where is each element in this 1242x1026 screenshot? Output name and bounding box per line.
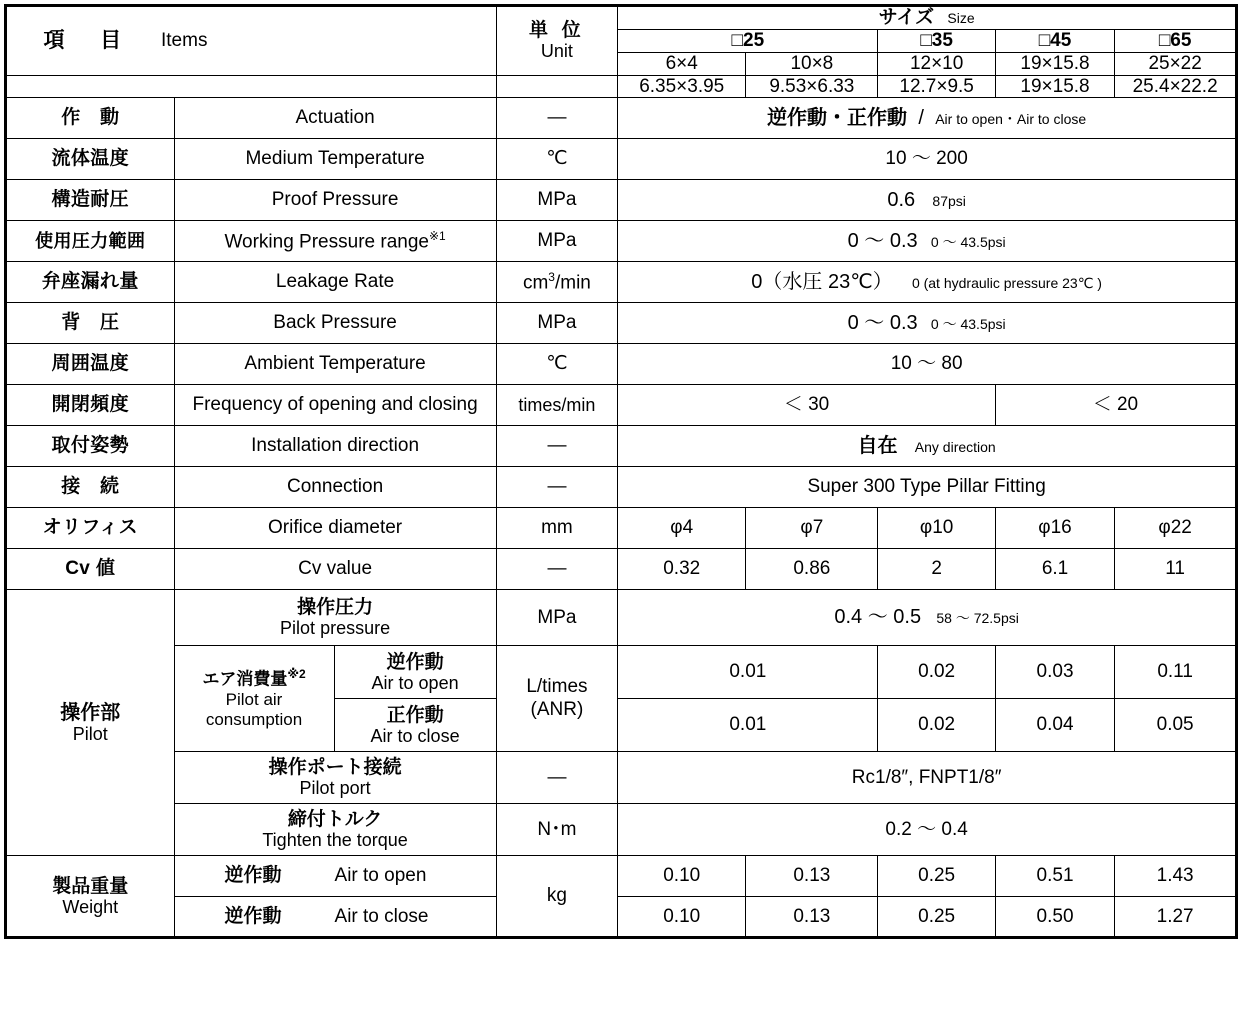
row-orifice — [6, 508, 1237, 549]
weight-close-label-jp: 逆作動 — [224, 905, 282, 927]
row-actuation — [6, 98, 1237, 139]
air-consumption-note: ※2 — [287, 666, 306, 681]
items-header-jp: 項 目 — [43, 28, 129, 52]
items-header — [6, 6, 497, 76]
unit-header-spacer — [496, 75, 618, 98]
row-working-pressure-label-en: Working Pressure range — [224, 231, 429, 253]
air-to-close-value-4: 0.05 — [1115, 699, 1237, 752]
actuation-value-en: Air to open・Air to close — [935, 110, 1087, 127]
row-actuation-label-jp: 作 動 — [6, 98, 175, 139]
row-air-consumption-open — [6, 646, 1237, 699]
tube-inch-1: 6.35×3.95 — [618, 75, 746, 98]
row-weight-open — [6, 856, 1237, 897]
cv-value-5: 11 — [1115, 549, 1237, 590]
row-ambient-temperature — [6, 344, 1237, 385]
size-header-jp: サイズ — [878, 7, 935, 28]
row-proof-pressure-value — [618, 180, 1237, 221]
tube-inch-3: 12.7×9.5 — [878, 75, 995, 98]
air-to-open-value-1: 0.01 — [618, 646, 878, 699]
row-orifice-label-en: Orifice diameter — [174, 508, 496, 549]
row-proof-pressure-label-jp: 構造耐圧 — [6, 180, 175, 221]
row-cv-value — [6, 549, 1237, 590]
unit-header-en: Unit — [540, 41, 573, 62]
row-medium-temperature-label-jp: 流体温度 — [6, 139, 175, 180]
air-to-close-label — [334, 699, 496, 752]
weight-open-label — [174, 856, 496, 897]
pilot-port-value: Rc1/8″, FNPT1/8″ — [618, 752, 1237, 804]
unit-header — [496, 6, 618, 76]
leakage-value-jp: 0（水圧 23℃） — [751, 270, 893, 293]
orifice-value-4: φ16 — [995, 508, 1114, 549]
leakage-unit-sup: 3 — [548, 269, 555, 284]
weight-close-value-3: 0.25 — [878, 897, 995, 938]
air-consumption-unit — [496, 646, 618, 752]
air-consumption-label-jp-cell — [179, 667, 330, 690]
row-weight-close — [6, 897, 1237, 938]
row-frequency-value-left: ＜ 30 — [618, 385, 996, 426]
pilot-pressure-label-jp: 操作圧力 — [297, 597, 374, 619]
row-proof-pressure-label-en: Proof Pressure — [174, 180, 496, 221]
tube-inch-4: 19×15.8 — [995, 75, 1114, 98]
air-to-close-value-2: 0.02 — [878, 699, 995, 752]
orifice-value-5: φ22 — [1115, 508, 1237, 549]
row-proof-pressure-unit: MPa — [496, 180, 618, 221]
orifice-value-2: φ7 — [746, 508, 878, 549]
tighten-torque-value: 0.2 ～ 0.4 — [618, 804, 1237, 856]
cv-value-2: 0.86 — [746, 549, 878, 590]
row-proof-pressure — [6, 180, 1237, 221]
tube-metric-2: 10×8 — [746, 52, 878, 75]
orifice-value-1: φ4 — [618, 508, 746, 549]
row-cv-value-label-jp: Cv 値 — [6, 549, 175, 590]
proof-pressure-value-psi: 87psi — [932, 192, 966, 209]
row-frequency-value-right: ＜ 20 — [995, 385, 1236, 426]
pilot-pressure-label — [174, 590, 496, 646]
row-medium-temperature-label-en: Medium Temperature — [174, 139, 496, 180]
row-medium-temperature — [6, 139, 1237, 180]
weight-open-label-jp: 逆作動 — [224, 865, 282, 887]
row-installation-label-jp: 取付姿勢 — [6, 426, 175, 467]
header-row-size — [6, 6, 1237, 30]
weight-close-value-4: 0.50 — [995, 897, 1114, 938]
row-frequency — [6, 385, 1237, 426]
row-orifice-label-jp: オリフィス — [6, 508, 175, 549]
specification-table — [4, 4, 1238, 939]
weight-close-label-en: Air to close — [334, 905, 429, 927]
pilot-group-label — [6, 590, 175, 856]
leakage-unit-post: /min — [554, 272, 591, 294]
air-consumption-unit-l2: (ANR) — [530, 698, 584, 720]
working-pressure-value: 0 ～ 0.3 — [847, 229, 918, 252]
row-orifice-unit: mm — [496, 508, 618, 549]
row-working-pressure-value — [618, 221, 1237, 262]
working-pressure-value-psi: 0 ～ 43.5psi — [930, 233, 1006, 250]
air-consumption-label-en2: consumption — [205, 710, 303, 730]
air-consumption-label — [174, 646, 334, 752]
tighten-torque-unit: N･m — [496, 804, 618, 856]
air-to-open-label — [334, 646, 496, 699]
air-to-close-label-jp: 正作動 — [386, 704, 444, 726]
pilot-pressure-value-mpa: 0.4 ～ 0.5 — [834, 606, 922, 629]
weight-group-label-en: Weight — [62, 896, 119, 917]
tube-metric-5: 25×22 — [1115, 52, 1237, 75]
leakage-unit-pre: cm — [522, 272, 549, 294]
row-installation — [6, 426, 1237, 467]
row-connection-unit: — — [496, 467, 618, 508]
weight-open-value-2: 0.13 — [746, 856, 878, 897]
cv-value-1: 0.32 — [618, 549, 746, 590]
pilot-port-label-jp: 操作ポート接続 — [268, 757, 402, 779]
actuation-value-jp: 逆作動・正作動 — [767, 106, 908, 129]
weight-close-label — [174, 897, 496, 938]
pilot-port-unit: — — [496, 752, 618, 804]
row-ambient-temperature-label-jp: 周囲温度 — [6, 344, 175, 385]
weight-open-value-4: 0.51 — [995, 856, 1114, 897]
row-frequency-unit: times/min — [496, 385, 618, 426]
row-working-pressure-unit: MPa — [496, 221, 618, 262]
pilot-pressure-label-en: Pilot pressure — [280, 618, 391, 639]
size-group-35: □35 — [878, 29, 995, 52]
header-row-tube-inch — [6, 75, 1237, 98]
row-working-pressure-label-en-cell — [174, 221, 496, 262]
air-to-close-label-en: Air to close — [370, 725, 460, 746]
row-installation-value — [618, 426, 1237, 467]
pilot-port-label-en: Pilot port — [299, 778, 371, 799]
row-actuation-value — [618, 98, 1237, 139]
pilot-pressure-value-psi: 58 ～ 72.5psi — [936, 610, 1019, 627]
row-actuation-label-en: Actuation — [174, 98, 496, 139]
row-leakage-rate-value — [618, 262, 1237, 303]
row-leakage-rate-label-jp: 弁座漏れ量 — [6, 262, 175, 303]
size-group-25: □25 — [618, 29, 878, 52]
row-tighten-torque — [6, 804, 1237, 856]
pilot-group-label-jp: 操作部 — [60, 701, 121, 724]
air-to-open-label-en: Air to open — [371, 672, 459, 693]
weight-close-value-1: 0.10 — [618, 897, 746, 938]
installation-value-jp: 自在 — [857, 434, 898, 457]
size-group-45: □45 — [995, 29, 1114, 52]
tube-inch-5: 25.4×22.2 — [1115, 75, 1237, 98]
row-leakage-rate-label-en: Leakage Rate — [174, 262, 496, 303]
weight-group-label — [6, 856, 175, 938]
items-header-spacer — [6, 75, 497, 98]
size-header — [618, 6, 1237, 30]
row-medium-temperature-value: 10 ～ 200 — [618, 139, 1237, 180]
tube-metric-4: 19×15.8 — [995, 52, 1114, 75]
row-ambient-temperature-label-en: Ambient Temperature — [174, 344, 496, 385]
air-to-open-value-2: 0.02 — [878, 646, 995, 699]
working-pressure-note: ※1 — [428, 228, 446, 243]
cv-value-4: 6.1 — [995, 549, 1114, 590]
row-frequency-label-jp: 開閉頻度 — [6, 385, 175, 426]
air-to-close-value-1: 0.01 — [618, 699, 878, 752]
tube-metric-1: 6×4 — [618, 52, 746, 75]
tube-metric-3: 12×10 — [878, 52, 995, 75]
air-consumption-label-jp: エア消費量 — [202, 669, 288, 689]
row-working-pressure — [6, 221, 1237, 262]
cv-value-3: 2 — [878, 549, 995, 590]
row-installation-unit: — — [496, 426, 618, 467]
row-medium-temperature-unit: ℃ — [496, 139, 618, 180]
size-group-65: □65 — [1115, 29, 1237, 52]
back-pressure-value-psi: 0 ～ 43.5psi — [930, 315, 1006, 332]
tighten-torque-label — [174, 804, 496, 856]
back-pressure-value: 0 ～ 0.3 — [847, 311, 918, 334]
air-to-open-label-jp: 逆作動 — [386, 651, 444, 673]
row-back-pressure — [6, 303, 1237, 344]
row-working-pressure-label-jp: 使用圧力範囲 — [6, 221, 175, 262]
weight-group-label-jp: 製品重量 — [52, 875, 129, 897]
air-consumption-unit-l1: L/times — [526, 676, 588, 698]
row-connection-label-jp: 接 続 — [6, 467, 175, 508]
weight-close-value-2: 0.13 — [746, 897, 878, 938]
size-header-en: Size — [947, 10, 975, 26]
row-cv-value-unit: — — [496, 549, 618, 590]
row-installation-label-en: Installation direction — [174, 426, 496, 467]
row-connection-label-en: Connection — [174, 467, 496, 508]
row-ambient-temperature-unit: ℃ — [496, 344, 618, 385]
row-frequency-label-en: Frequency of opening and closing — [174, 385, 496, 426]
air-to-open-value-3: 0.03 — [995, 646, 1114, 699]
weight-open-value-1: 0.10 — [618, 856, 746, 897]
row-ambient-temperature-value: 10 ～ 80 — [618, 344, 1237, 385]
weight-open-value-3: 0.25 — [878, 856, 995, 897]
row-back-pressure-value — [618, 303, 1237, 344]
pilot-port-label — [174, 752, 496, 804]
row-leakage-rate-unit — [496, 262, 618, 303]
row-pilot-pressure — [6, 590, 1237, 646]
weight-unit: kg — [496, 856, 618, 938]
row-actuation-unit: — — [496, 98, 618, 139]
weight-open-label-en: Air to open — [334, 865, 427, 887]
leakage-value-en: 0 (at hydraulic pressure 23℃ ) — [911, 274, 1102, 291]
orifice-value-3: φ10 — [878, 508, 995, 549]
pilot-pressure-value — [618, 590, 1237, 646]
actuation-value-sep: / — [918, 106, 924, 129]
row-connection — [6, 467, 1237, 508]
tighten-torque-label-jp: 締付トルク — [287, 809, 383, 831]
row-cv-value-label-en: Cv value — [174, 549, 496, 590]
pilot-group-label-en: Pilot — [72, 723, 108, 744]
pilot-pressure-unit: MPa — [496, 590, 618, 646]
unit-header-jp: 単 位 — [529, 20, 585, 42]
row-back-pressure-unit: MPa — [496, 303, 618, 344]
air-consumption-label-en1: Pilot air — [225, 690, 283, 709]
row-back-pressure-label-en: Back Pressure — [174, 303, 496, 344]
weight-open-value-5: 1.43 — [1115, 856, 1237, 897]
row-leakage-rate — [6, 262, 1237, 303]
items-header-en: Items — [161, 29, 208, 51]
proof-pressure-value: 0.6 — [887, 188, 916, 211]
tube-inch-2: 9.53×6.33 — [746, 75, 878, 98]
air-to-close-value-3: 0.04 — [995, 699, 1114, 752]
installation-value-en: Any direction — [914, 438, 996, 455]
air-to-open-value-4: 0.11 — [1115, 646, 1237, 699]
weight-close-value-5: 1.27 — [1115, 897, 1237, 938]
row-connection-value: Super 300 Type Pillar Fitting — [618, 467, 1237, 508]
tighten-torque-label-en: Tighten the torque — [262, 830, 408, 851]
row-back-pressure-label-jp: 背 圧 — [6, 303, 175, 344]
row-pilot-port — [6, 752, 1237, 804]
